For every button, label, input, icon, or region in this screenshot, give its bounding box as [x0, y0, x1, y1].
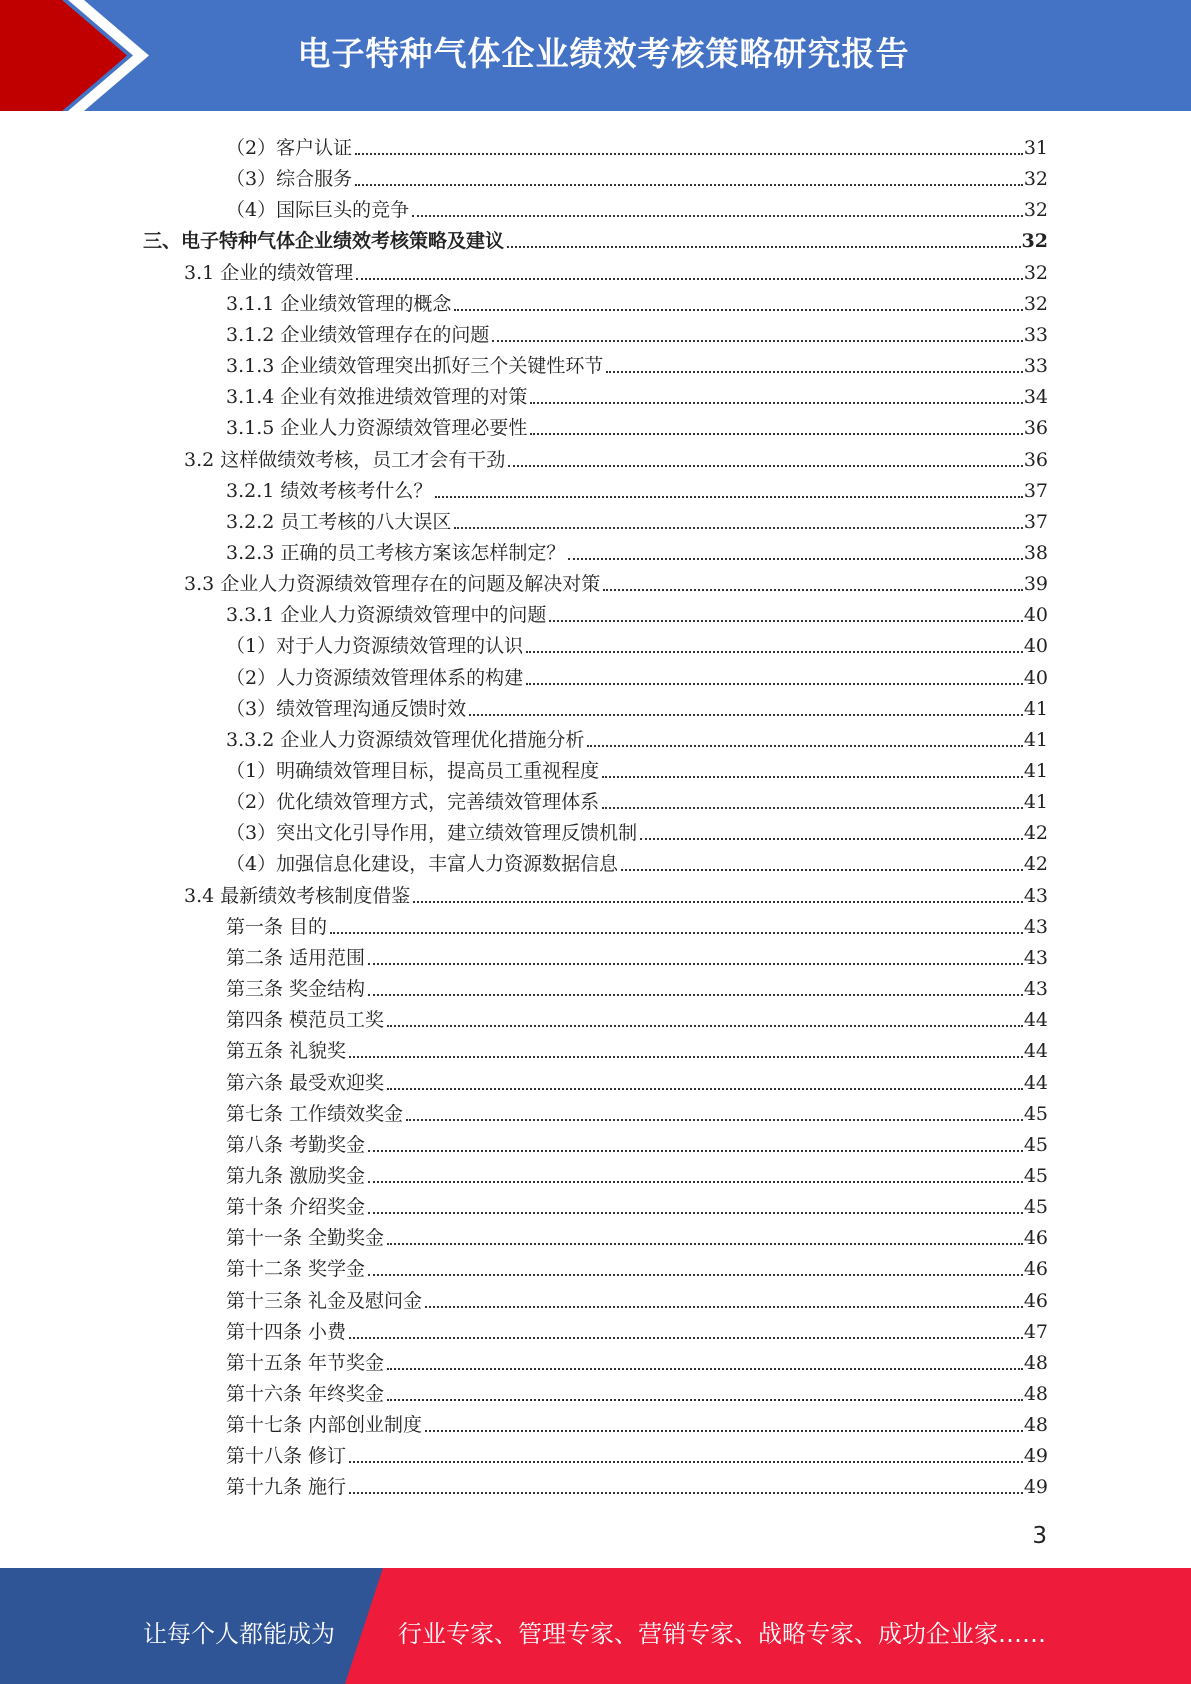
- toc-dot-leader: [349, 1337, 1023, 1339]
- toc-dot-leader: [355, 184, 1023, 186]
- toc-entry[interactable]: [226, 844, 1048, 875]
- toc-dot-leader: [368, 1181, 1023, 1183]
- toc-entry-page: 49: [1023, 1476, 1048, 1499]
- toc-dot-leader: [413, 901, 1023, 903]
- toc-entry-label: 3.1.1 企业绩效管理的概念: [226, 292, 452, 315]
- toc-entry-page: 43: [1023, 915, 1048, 938]
- toc-dot-leader: [412, 215, 1023, 217]
- toc-entry[interactable]: [226, 1281, 1048, 1312]
- toc-entry[interactable]: [226, 595, 1048, 626]
- toc-entry-page: 41: [1023, 728, 1048, 751]
- toc-entry-page: 49: [1023, 1445, 1048, 1468]
- toc-entry[interactable]: [184, 253, 1048, 284]
- toc-entry[interactable]: [226, 1063, 1048, 1094]
- toc-entry[interactable]: [226, 969, 1048, 1000]
- toc-entry-label: 第四条 模范员工奖: [226, 1009, 385, 1032]
- toc-entry[interactable]: [226, 1218, 1048, 1249]
- toc-entry-page: 32: [1023, 168, 1048, 191]
- toc-entry-page: 41: [1023, 760, 1048, 782]
- toc-dot-leader: [526, 651, 1023, 653]
- toc-entry-page: 33: [1023, 323, 1048, 346]
- toc-entry-label: 3.3.2 企业人力资源绩效管理优化措施分析: [226, 728, 585, 751]
- toc-entry-label: 第十二条 奖学金: [226, 1258, 366, 1281]
- toc-entry[interactable]: [226, 1343, 1048, 1374]
- toc-entry-label: 3.1.2 企业绩效管理存在的问题: [226, 323, 490, 346]
- toc-entry-label: 3.1.3 企业绩效管理突出抓好三个关键性环节: [226, 355, 604, 378]
- toc-entry-page: 40: [1023, 666, 1048, 689]
- toc-dot-leader: [368, 963, 1023, 965]
- toc-entry[interactable]: [226, 1187, 1048, 1218]
- footer-banner: [0, 1568, 1191, 1684]
- toc-entry-label: 3.4 最新绩效考核制度借鉴: [184, 884, 411, 907]
- toc-entry[interactable]: [226, 1405, 1048, 1436]
- toc-dot-leader: [530, 433, 1022, 435]
- toc-dot-leader: [621, 869, 1023, 871]
- toc-entry-label: （4）加强信息化建设，丰富人力资源数据信息: [226, 853, 619, 876]
- toc-dot-leader: [368, 1274, 1023, 1276]
- toc-entry-label: 第十三条 礼金及慰问金: [226, 1289, 423, 1312]
- toc-entry-label: 3.1.4 企业有效推进绩效管理的对策: [226, 386, 528, 409]
- toc-entry-label: （3）绩效管理沟通反馈时效: [226, 697, 467, 720]
- toc-entry-page: 41: [1023, 791, 1048, 814]
- toc-entry[interactable]: [226, 626, 1048, 657]
- toc-entry-label: （3）综合服务: [226, 168, 353, 191]
- toc-entry-page: 43: [1023, 978, 1048, 1001]
- toc-entry-page: 36: [1023, 448, 1048, 471]
- toc-entry-label: （2）优化绩效管理方式，完善绩效管理体系: [226, 791, 600, 814]
- toc-entry-page: 43: [1023, 946, 1048, 969]
- toc-entry-label: 第三条 奖金结构: [226, 978, 366, 1001]
- toc-dot-leader: [640, 838, 1023, 840]
- toc-entry[interactable]: [226, 284, 1048, 315]
- toc-entry-page: 32: [1023, 292, 1048, 315]
- toc-entry-page: 44: [1023, 1040, 1048, 1063]
- toc-entry-page: 42: [1023, 853, 1048, 876]
- toc-entry-label: （1）对于人力资源绩效管理的认识: [226, 635, 524, 658]
- toc-entry-label: 第十五条 年节奖金: [226, 1351, 385, 1374]
- toc-entry-label: 第十九条 施行: [226, 1476, 347, 1499]
- toc-entry-label: （2）人力资源绩效管理体系的构建: [226, 666, 524, 689]
- toc-dot-leader: [507, 246, 1021, 248]
- toc-dot-leader: [469, 714, 1023, 716]
- toc-dot-leader: [454, 309, 1022, 311]
- toc-entry[interactable]: [226, 1156, 1048, 1187]
- toc-entry[interactable]: [226, 907, 1048, 938]
- toc-entry-page: 42: [1023, 822, 1048, 845]
- toc-entry[interactable]: [226, 1094, 1048, 1125]
- toc-entry-label: 3.3.1 企业人力资源绩效管理中的问题: [226, 604, 547, 627]
- toc-dot-leader: [425, 1430, 1023, 1432]
- toc-entry[interactable]: [226, 128, 1048, 159]
- toc-dot-leader: [387, 1243, 1023, 1245]
- toc-entry-page: 47: [1023, 1320, 1048, 1343]
- toc-entry-page: 45: [1023, 1102, 1048, 1125]
- toc-entry[interactable]: [226, 1312, 1048, 1343]
- toc-entry-page: 48: [1023, 1383, 1048, 1405]
- toc-entry[interactable]: [226, 1125, 1048, 1156]
- toc-entry-label: （2）客户认证: [226, 137, 353, 159]
- toc-entry-label: （1）明确绩效管理目标，提高员工重视程度: [226, 760, 600, 782]
- toc-entry[interactable]: [226, 190, 1048, 221]
- toc-entry[interactable]: [184, 876, 1048, 907]
- toc-entry-page: 45: [1023, 1196, 1048, 1219]
- toc-dot-leader: [603, 589, 1023, 591]
- toc-dot-leader: [508, 465, 1023, 467]
- toc-entry[interactable]: [226, 315, 1048, 346]
- toc-dot-leader: [387, 1368, 1023, 1370]
- toc-entry-label: 第七条 工作绩效奖金: [226, 1102, 404, 1125]
- toc-entry-page: 31: [1023, 137, 1048, 159]
- footer-slogan-right: 行业专家、管理专家、营销专家、战略专家、成功企业家……: [398, 1620, 1046, 1648]
- toc-dot-leader: [435, 496, 1022, 498]
- toc-dot-leader: [368, 994, 1023, 996]
- toc-entry-label: 第五条 礼貌奖: [226, 1040, 347, 1063]
- toc-entry[interactable]: [226, 502, 1048, 533]
- toc-dot-leader: [406, 1119, 1023, 1121]
- toc-entry-label: 3.3 企业人力资源绩效管理存在的问题及解决对策: [184, 573, 601, 596]
- toc-entry-page: 46: [1023, 1227, 1048, 1250]
- toc-entry-page: 32: [1023, 261, 1048, 284]
- toc-entry-page: 44: [1023, 1071, 1048, 1094]
- toc-entry-page: 48: [1023, 1414, 1048, 1437]
- toc-entry[interactable]: [226, 408, 1048, 439]
- toc-entry[interactable]: [226, 1467, 1048, 1498]
- toc-entry-label: 第十六条 年终奖金: [226, 1383, 385, 1405]
- footer-slogan-left: 让每个人都能成为: [143, 1620, 335, 1648]
- toc-dot-leader: [355, 153, 1023, 155]
- toc-entry[interactable]: [226, 1000, 1048, 1031]
- toc-entry[interactable]: [226, 1249, 1048, 1280]
- toc-entry-page: 33: [1023, 355, 1048, 378]
- toc-dot-leader: [587, 745, 1022, 747]
- toc-entry-page: 36: [1023, 417, 1048, 440]
- toc-entry-page: 32: [1023, 199, 1048, 222]
- toc-entry-page: 40: [1023, 635, 1048, 658]
- toc-entry-label: 3.2.1 绩效考核考什么？: [226, 479, 433, 502]
- toc-entry[interactable]: [226, 813, 1048, 844]
- toc-entry-label: 第十四条 小费: [226, 1320, 347, 1343]
- page-number: 3: [1032, 1523, 1047, 1549]
- toc-dot-leader: [530, 402, 1022, 404]
- toc-entry[interactable]: [226, 346, 1048, 377]
- toc-entry-label: 第六条 最受欢迎奖: [226, 1071, 385, 1094]
- toc-entry[interactable]: [226, 782, 1048, 813]
- header-banner: [0, 0, 1191, 111]
- toc-entry[interactable]: [226, 720, 1048, 751]
- toc-dot-leader: [368, 1212, 1023, 1214]
- toc-dot-leader: [330, 932, 1023, 934]
- toc-dot-leader: [526, 683, 1023, 685]
- toc-entry[interactable]: [226, 1031, 1048, 1062]
- toc-entry-label: 第十一条 全勤奖金: [226, 1227, 385, 1250]
- toc-dot-leader: [387, 1399, 1023, 1401]
- toc-dot-leader: [387, 1025, 1023, 1027]
- toc-entry-page: 32: [1021, 230, 1048, 253]
- toc-entry-label: （3）突出文化引导作用，建立绩效管理反馈机制: [226, 822, 638, 845]
- toc-entry-page: 44: [1023, 1009, 1048, 1032]
- toc-dot-leader: [454, 527, 1022, 529]
- toc-entry-label: 第八条 考勤奖金: [226, 1133, 366, 1156]
- toc-entry-page: 34: [1023, 386, 1048, 409]
- toc-dot-leader: [368, 1150, 1023, 1152]
- toc-entry[interactable]: [226, 938, 1048, 969]
- toc-dot-leader: [349, 1056, 1023, 1058]
- toc-entry-page: 37: [1023, 510, 1048, 533]
- toc-entry-label: 第十七条 内部创业制度: [226, 1414, 423, 1437]
- toc-dot-leader: [349, 1492, 1023, 1494]
- toc-entry-label: 第十条 介绍奖金: [226, 1196, 366, 1219]
- toc-entry[interactable]: [226, 377, 1048, 408]
- toc-entry[interactable]: [226, 1374, 1048, 1405]
- toc-entry[interactable]: [226, 751, 1048, 782]
- toc-entry[interactable]: [184, 440, 1048, 471]
- toc-entry-label: 3.1 企业的绩效管理: [184, 261, 354, 284]
- toc-entry[interactable]: [226, 1436, 1048, 1467]
- toc-entry-label: 3.2.2 员工考核的八大误区: [226, 510, 452, 533]
- toc-entry-label: （4）国际巨头的竞争: [226, 199, 410, 222]
- toc-entry[interactable]: [226, 533, 1048, 564]
- toc-dot-leader: [387, 1088, 1023, 1090]
- toc-entry-page: 48: [1023, 1351, 1048, 1374]
- toc-entry-page: 45: [1023, 1133, 1048, 1156]
- toc-entry-page: 38: [1023, 541, 1048, 564]
- toc-entry-label: 3.1.5 企业人力资源绩效管理必要性: [226, 417, 528, 440]
- toc-dot-leader: [549, 620, 1022, 622]
- toc-entry-page: 39: [1023, 573, 1048, 596]
- toc-entry-label: 第一条 目的: [226, 915, 328, 938]
- toc-entry[interactable]: [226, 159, 1048, 190]
- toc-entry-label: 3.2 这样做绩效考核，员工才会有干劲: [184, 448, 506, 471]
- toc-entry[interactable]: [184, 564, 1048, 595]
- toc-dot-leader: [492, 340, 1022, 342]
- toc-dot-leader: [602, 807, 1023, 809]
- toc-dot-leader: [568, 558, 1022, 560]
- toc-entry-page: 46: [1023, 1289, 1048, 1312]
- toc-entry[interactable]: [143, 221, 1048, 252]
- report-title: 电子特种气体企业绩效考核策略研究报告: [297, 34, 910, 73]
- toc-entry-label: 第九条 激励奖金: [226, 1164, 366, 1187]
- toc-dot-leader: [356, 278, 1023, 280]
- toc-entry-page: 40: [1023, 604, 1048, 627]
- toc-dot-leader: [606, 371, 1022, 373]
- toc-dot-leader: [602, 776, 1023, 778]
- toc-entry-label: 三、电子特种气体企业绩效考核策略及建议: [143, 230, 505, 253]
- toc-entry[interactable]: [226, 658, 1048, 689]
- toc-entry-page: 46: [1023, 1258, 1048, 1281]
- toc-entry-label: 第二条 适用范围: [226, 946, 366, 969]
- toc-dot-leader: [425, 1306, 1023, 1308]
- toc-entry-page: 43: [1023, 884, 1048, 907]
- toc-entry-page: 37: [1023, 479, 1048, 502]
- toc-entry-label: 第十八条 修订: [226, 1445, 347, 1468]
- toc-entry[interactable]: [226, 689, 1048, 720]
- toc-entry[interactable]: [226, 471, 1048, 502]
- toc-entry-page: 45: [1023, 1164, 1048, 1187]
- toc-entry-label: 3.2.3 正确的员工考核方案该怎样制定？: [226, 541, 566, 564]
- toc-entry-page: 41: [1023, 697, 1048, 720]
- toc-dot-leader: [349, 1461, 1023, 1463]
